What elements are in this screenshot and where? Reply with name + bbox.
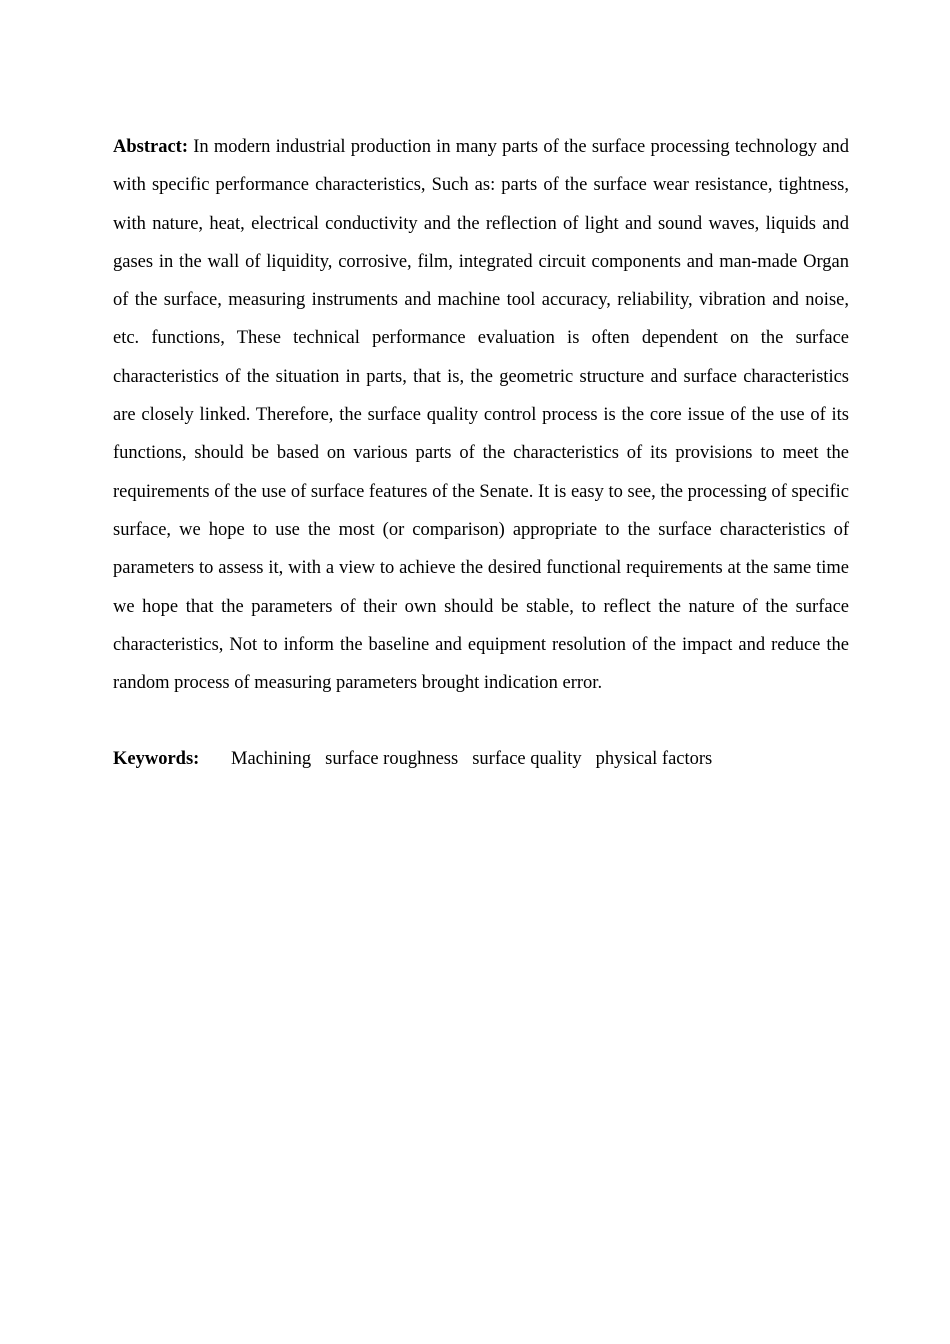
abstract-paragraph	[113, 128, 849, 702]
keywords-line	[113, 740, 849, 778]
keyword-item: Machining	[231, 749, 312, 770]
keyword-item: surface quality	[472, 749, 582, 770]
keyword-item: physical factors	[595, 749, 713, 770]
abstract-text: In modern industrial production in many parts of the surface processing technology and with specific performance characteristics, Such as: parts of the surface wear resistance, tightness, with nature, heat, electrical conductivity and the reflection of light and sound waves, liquids and gases in the wall of liquidity, corrosive, film, integrated circuit components and man-made Organ of the surface, measuring instruments and machine tool accuracy, reliability, vibration and noise, etc. functions, These technical performance evaluation is often dependent on the surface characteristics of the situation in parts, that is, the geometric structure and surface characteristics are closely linked. Therefore, the surface quality control process is the core issue of the use of its functions, should be based on various parts of the characteristics of its provisions to meet the requirements of the use of surface features of the Senate. It is easy to see, the processing of specific surface, we hope to use the most (or comparison) appropriate to the surface characteristics of parameters to assess it, with a view to achieve the desired functional requirements at the same time we hope that the parameters of their own should be stable, to reflect the nature of the surface characteristics, Not to inform the baseline and equipment resolution of the impact and reduce the random process of measuring parameters brought indication error.	[113, 137, 850, 694]
document-page	[113, 128, 849, 779]
keywords-label: Keywords:	[113, 749, 200, 770]
keyword-item: surface roughness	[325, 749, 459, 770]
abstract-label: Abstract:	[113, 137, 189, 157]
